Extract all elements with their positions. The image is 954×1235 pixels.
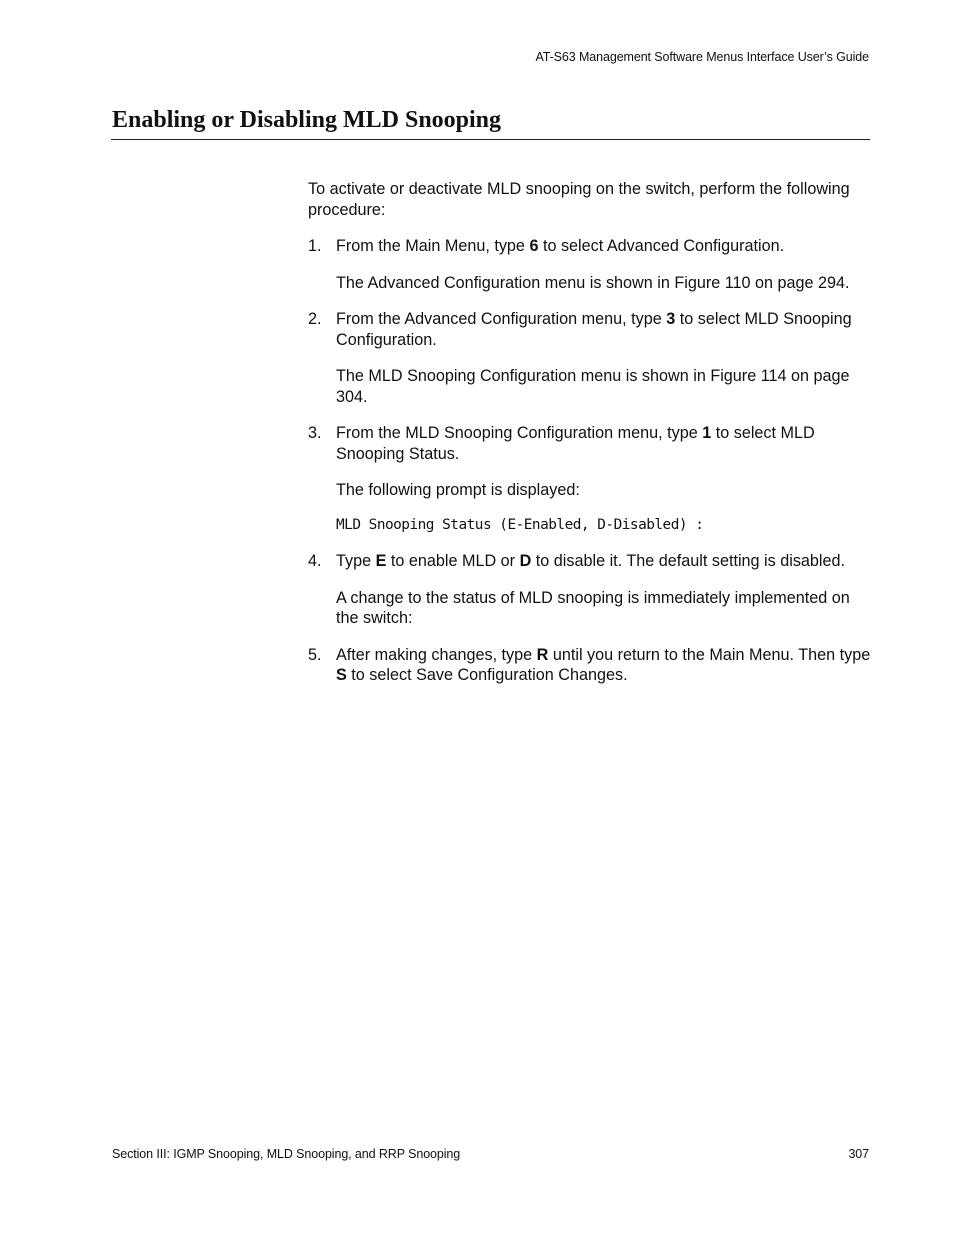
key-label: 3 — [666, 310, 676, 328]
key-label: E — [375, 552, 387, 570]
step-note: The following prompt is displayed: — [336, 481, 580, 499]
running-header: AT-S63 Management Software Menus Interface User’s Guide — [535, 50, 869, 64]
step-4 — [308, 551, 873, 629]
key-label: 6 — [529, 237, 539, 255]
step-instruction: After making changes, type R until you return to the Main Menu. Then type S to select Save Configuration Changes. — [336, 645, 871, 684]
body-text — [308, 179, 873, 702]
key-label: R — [536, 645, 549, 664]
console-prompt: MLD Snooping Status (E-Enabled, D-Disabled) : — [336, 516, 704, 533]
footer-section-title: Section III: IGMP Snooping, MLD Snooping, and RRP Snooping — [112, 1147, 461, 1161]
key-label: 1 — [702, 424, 712, 442]
step-instruction: From the MLD Snooping Configuration menu, type 1 to select MLD Snooping Status. — [336, 424, 815, 463]
intro-paragraph: To activate or deactivate MLD snooping on the switch, perform the following procedure: — [308, 180, 850, 219]
step-1 — [308, 236, 873, 293]
step-5 — [308, 645, 873, 686]
step-2 — [308, 309, 873, 407]
step-number: 2. — [308, 310, 322, 328]
step-note: A change to the status of MLD snooping is immediately implemented on the switch: — [336, 588, 850, 627]
key-label: D — [519, 552, 532, 570]
step-number: 5. — [308, 645, 322, 664]
step-number: 3. — [308, 424, 322, 442]
step-instruction: From the Advanced Configuration menu, type 3 to select MLD Snooping Configuration. — [336, 310, 852, 349]
step-note: The Advanced Configuration menu is shown in Figure 110 on page 294. — [336, 273, 850, 292]
key-label: S — [336, 666, 347, 684]
step-number: 1. — [308, 237, 322, 255]
step-instruction: Type E to enable MLD or D to disable it. The default setting is disabled. — [336, 552, 846, 570]
step-instruction: From the Main Menu, type 6 to select Advanced Configuration. — [336, 237, 785, 255]
section-title: Enabling or Disabling MLD Snooping — [112, 107, 502, 133]
procedure-steps — [308, 236, 873, 686]
title-rule — [111, 139, 870, 140]
page-number: 307 — [848, 1147, 869, 1161]
step-number: 4. — [308, 552, 322, 570]
step-note: The MLD Snooping Configuration menu is shown in Figure 114 on page 304. — [336, 367, 850, 406]
step-3 — [308, 423, 873, 535]
